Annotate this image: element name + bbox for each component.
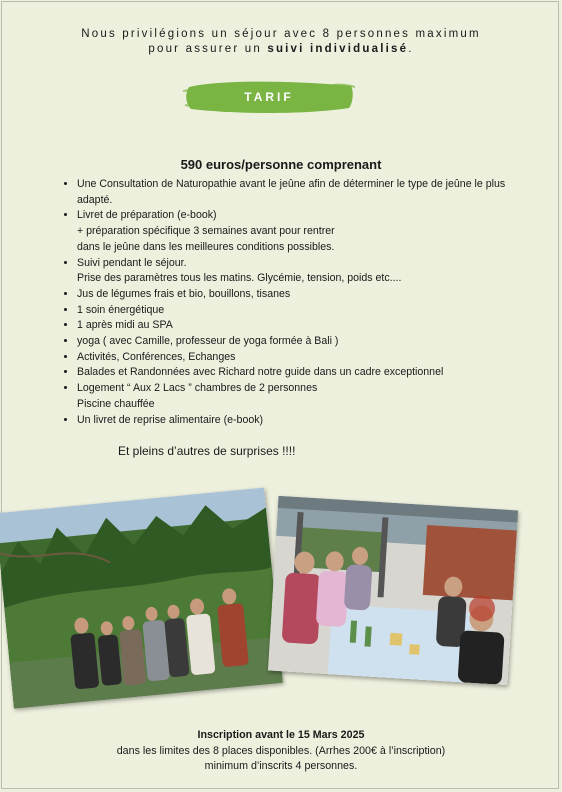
extra-surprises: Et pleins d’autres de surprises !!!! [118,444,296,458]
footer-minimum-info: minimum d’inscrits 4 personnes. [204,760,358,772]
intro-line-2-prefix: pour assurer un [148,43,268,55]
feature-line: Prise des paramètres tous les matins. Glycémie, tension, poids etc.... [77,272,402,285]
features-list [60,177,547,428]
feature-item [77,177,547,208]
feature-item [77,303,547,319]
feature-line: • Logement “ Aux 2 Lacs ” chambres de 2 personnes [77,382,318,395]
intro-line-2-suffix: . [408,43,414,55]
group-table-photo [268,496,518,685]
group-hike-photo [0,488,283,709]
feature-line: • Activités, Conférences, Echanges [77,350,236,363]
feature-line: • Balades et Randonnées avec Richard notre guide dans un cadre exceptionnel [77,366,444,379]
feature-line: • 1 soin énergétique [77,303,165,316]
feature-line: • Suivi pendant le séjour. [77,256,187,269]
feature-line: • Un livret de reprise alimentaire (e-book) [77,413,264,426]
feature-item [77,413,547,429]
feature-line: • 1 après midi au SPA [77,319,173,332]
feature-line: • Jus de légumes frais et bio, bouillons, tisanes [77,287,291,300]
footer [0,728,562,775]
price-heading: 590 euros/personne comprenant [180,157,382,172]
intro-text [0,27,562,57]
feature-line: • yoga ( avec Camille, professeur de yoga formée à Bali ) [77,335,339,348]
intro-line-2-bold: suivi individualisé [267,43,409,55]
feature-line: Piscine chauffée [77,397,155,410]
intro-line-2 [0,42,562,57]
tarif-label: TARIF [244,90,294,104]
footer-registration-deadline: Inscription avant le 15 Mars 2025 [197,729,365,741]
feature-item [77,208,547,255]
feature-item [77,381,547,412]
feature-line: adapté. [77,193,113,206]
intro-line-1: Nous privilégions un séjour avec 8 personnes maximum [81,28,481,40]
footer-places-info: dans les limites des 8 places disponibles. (Arrhes 200€ à l’inscription) [116,744,446,757]
feature-item [77,365,547,381]
feature-item [77,350,547,366]
feature-item [77,287,547,303]
feature-item [77,318,547,334]
feature-line: dans le jeûne dans les meilleures conditions possibles. [77,240,335,253]
feature-line: + préparation spécifique 3 semaines avant pour rentrer [77,225,335,238]
feature-item [77,334,547,350]
feature-item [77,256,547,287]
feature-line: • Une Consultation de Naturopathie avant le jeûne afin de déterminer le type de jeûne le plus [77,178,506,190]
feature-line: • Livret de préparation (e-book) [77,209,217,222]
